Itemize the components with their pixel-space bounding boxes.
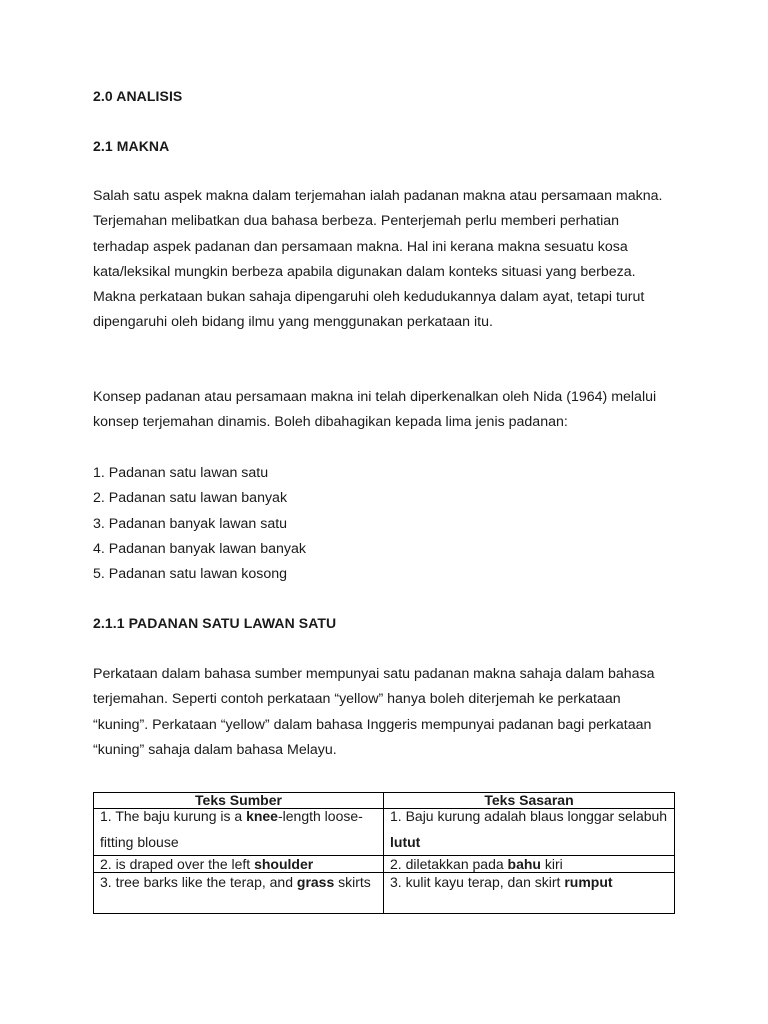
cell-text: 2. diletakkan pada (390, 856, 508, 872)
cell-text: 1. Baju kurung adalah blaus longgar selabuh (390, 808, 668, 824)
cell-key-term: rumput (564, 874, 613, 890)
cell-key-term: lutut (390, 834, 421, 850)
cell-key-term: bahu (507, 856, 541, 872)
list-item: 4. Padanan banyak lawan banyak (93, 540, 306, 557)
paragraph-makna: Salah satu aspek makna dalam terjemahan ialah padanan makna atau persamaan makna. Terjemahan melibatkan dua bahasa berbeza. Penterjemah perlu memberi perhatian terhadap aspek padanan dan persamaan makna. Hal ini kerana makna sesuatu kosa kata/leksikal mungkin berbeza apabila digunakan dalam konteks situasi yang berbeza. Makna perkataan bukan sahaja dipengaruhi oleh kedudukannya dalam ayat, tetapi turut dipengaruhi oleh bidang ilmu yang menggunakan perkataan itu. (93, 188, 663, 331)
cell-text: 2. is draped over the left (100, 856, 255, 872)
column-header-teks-sumber: Teks Sumber (94, 793, 384, 809)
paragraph-konsep: Konsep padanan atau persamaan makna ini telah diperkenalkan oleh Nida (1964) melalui konsep terjemahan dinamis. Boleh dibahagikan kepada lima jenis padanan: (93, 389, 657, 431)
cell-text: 3. tree barks like the terap, and (100, 874, 297, 890)
list-item: 1. Padanan satu lawan satu (93, 465, 269, 481)
cell-key-term: shoulder (254, 856, 314, 872)
cell-key-term: knee (246, 808, 278, 824)
target-cell (384, 809, 675, 856)
list-item: 3. Padanan banyak lawan satu (93, 515, 288, 532)
list-item: 5. Padanan satu lawan kosong (93, 566, 288, 583)
padanan-list (93, 461, 306, 587)
cell-key-term: grass (296, 874, 335, 890)
heading-analisis: 2.0 ANALISIS (93, 88, 183, 104)
cell-text: 1. The baju kurung is a (100, 808, 247, 824)
table-row (94, 809, 675, 856)
table-row (94, 873, 675, 914)
cell-text: kiri (540, 856, 563, 872)
translation-table (93, 792, 675, 914)
cell-text: 3. kulit kayu terap, dan skirt (390, 874, 565, 890)
cell-text: skirts (334, 874, 371, 890)
paragraph-perkataan: Perkataan dalam bahasa sumber mempunyai satu padanan makna sahaja dalam bahasa terjemahan. Seperti contoh perkataan “yellow” hanya boleh diterjemah ke perkataan “kuning”. Perkataan “yellow” dalam bahasa Inggeris mempunyai padanan bagi perkataan “kuning” sahaja dalam bahasa Melayu. (93, 666, 655, 758)
heading-padanan-satu-lawan-satu: 2.1.1 PADANAN SATU LAWAN SATU (93, 615, 337, 631)
target-cell (384, 873, 675, 914)
source-cell (94, 873, 384, 914)
cell-text: -length loose-fitting blouse (100, 808, 363, 850)
heading-makna: 2.1 MAKNA (93, 138, 170, 154)
source-cell (94, 809, 384, 856)
list-item: 2. Padanan satu lawan banyak (93, 490, 288, 507)
column-header-teks-sasaran: Teks Sasaran (384, 793, 675, 809)
